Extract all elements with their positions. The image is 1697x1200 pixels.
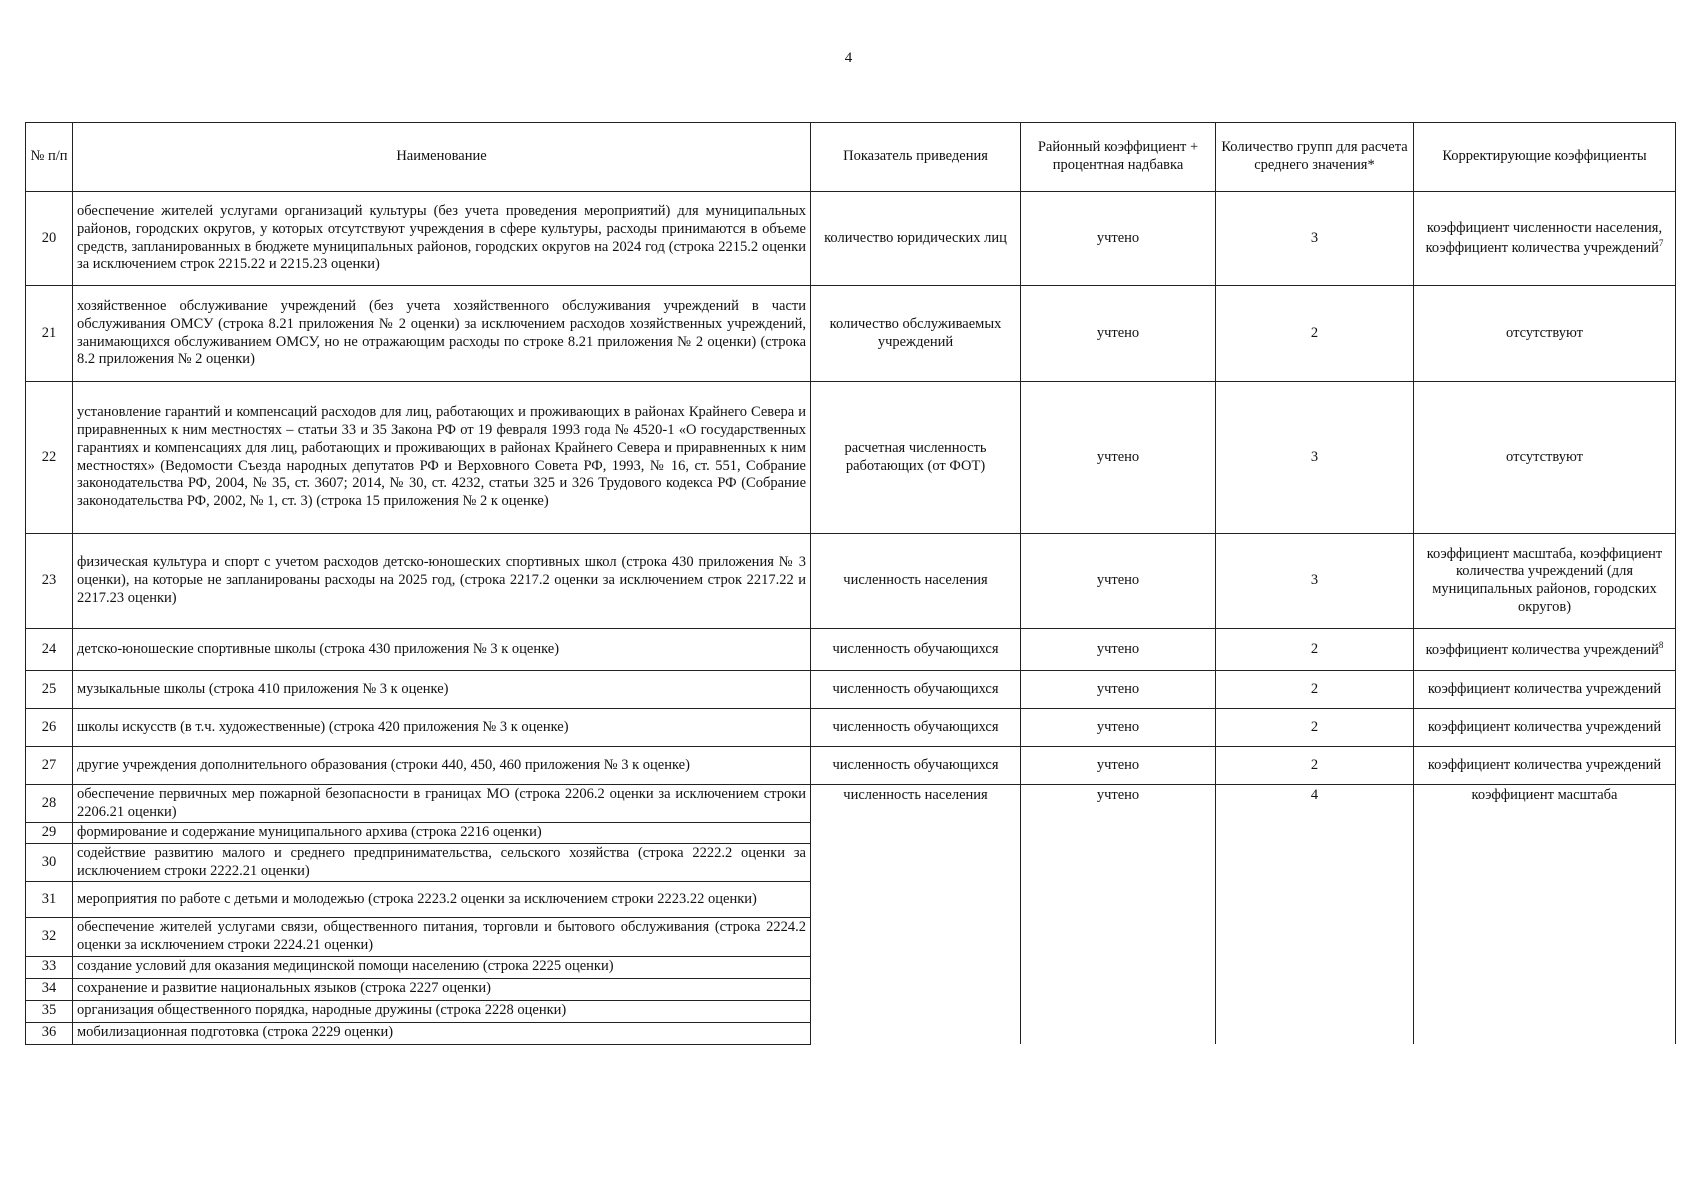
row-regional: учтено: [1021, 671, 1216, 709]
row-groups: 3: [1216, 534, 1414, 629]
row-indicator: численность населения: [811, 534, 1021, 629]
page-number: 4: [844, 50, 853, 66]
row-correcting: [1414, 286, 1676, 382]
header-name: Наименование: [73, 123, 811, 192]
row-number: 25: [26, 671, 73, 709]
footnote-marker: 7: [1658, 237, 1664, 248]
row-correcting-text: отсутствуют: [1506, 324, 1583, 341]
row-groups: 2: [1216, 629, 1414, 671]
row-name: сохранение и развитие национальных языков (строка 2227 оценки): [73, 978, 811, 1000]
row-name: другие учреждения дополнительного образования (строки 440, 450, 460 приложения № 3 к оценке): [73, 747, 811, 785]
row-regional: учтено: [1021, 382, 1216, 534]
row-correcting: [1414, 382, 1676, 534]
row-number: 30: [26, 844, 73, 882]
header-regional: Районный коэффициент + процентная надбавка: [1021, 123, 1216, 192]
row-correcting-text: коэффициент количества учреждений: [1425, 641, 1659, 658]
row-correcting-text: отсутствуют: [1506, 448, 1583, 465]
row-name: содействие развитию малого и среднего предпринимательства, сельского хозяйства (строка 2222.2 оценки за исключением строки 2222.21 оценки): [73, 844, 811, 882]
row-number: 22: [26, 382, 73, 534]
table-row: [26, 286, 1676, 382]
group-indicator: численность населения: [811, 785, 1021, 1045]
row-correcting: [1414, 629, 1676, 671]
row-name: создание условий для оказания медицинской помощи населению (строка 2225 оценки): [73, 956, 811, 978]
row-groups: 3: [1216, 382, 1414, 534]
row-name: установление гарантий и компенсаций расходов для лиц, работающих и проживающих в районах Крайнего Севера и приравненных к ним местностях – статьи 33 и 35 Закона РФ от 19 февраля 1993 года № 4520-1 «О государственных гарантиях и компенсациях для лиц, работающих и проживающих в районах Крайнего Севера и приравненных к ним местностях» (Ведомости Съезда народных депутатов РФ и Верховного Совета РФ, 1993, № 16, ст. 551, Собрание законодательства РФ, 2004, № 35, ст. 3607; 2014, № 30, ст. 4232, статьи 325 и 326 Трудового кодекса РФ (Собрание законодательства РФ, 2002, № 1, ст. 3) (строка 15 приложения № 2 к оценке): [73, 382, 811, 534]
row-name: обеспечение жителей услугами организаций культуры (без учета проведения мероприятий) для муниципальных районов, городских округов, у которых отсутствуют учреждения в сфере культуры, расходы принимаются в объеме средств, запланированных в бюджете муниципальных районов, городских округов на 2024 год (строка 2215.2 оценки за исключением строк 2215.22 и 2215.23 оценки): [73, 192, 811, 286]
row-groups: 2: [1216, 286, 1414, 382]
row-correcting: [1414, 671, 1676, 709]
row-name: музыкальные школы (строка 410 приложения № 3 к оценке): [73, 671, 811, 709]
row-indicator: численность обучающихся: [811, 709, 1021, 747]
row-name: мобилизационная подготовка (строка 2229 оценки): [73, 1022, 811, 1044]
row-correcting-text: коэффициент количества учреждений: [1427, 756, 1662, 773]
row-groups: 3: [1216, 192, 1414, 286]
group-groups: 4: [1216, 785, 1414, 1045]
row-correcting-text: коэффициент численности населения, коэффициент количества учреждений: [1425, 219, 1663, 256]
row-number: 32: [26, 918, 73, 956]
header-indicator: Показатель приведения: [811, 123, 1021, 192]
row-number: 31: [26, 882, 73, 918]
table-row: [26, 785, 1676, 823]
row-regional: учтено: [1021, 286, 1216, 382]
table-row: [26, 382, 1676, 534]
row-number: 33: [26, 956, 73, 978]
row-name: детско-юношеские спортивные школы (строка 430 приложения № 3 к оценке): [73, 629, 811, 671]
row-number: 29: [26, 823, 73, 844]
table-row: [26, 747, 1676, 785]
row-groups: 2: [1216, 671, 1414, 709]
row-name: физическая культура и спорт с учетом расходов детско-юношеских спортивных школ (строка 430 приложения № 3 оценки), на которые не запланированы расходы на 2025 год, (строка 2217.2 оценки за исключением строк 2217.22 и 2217.23 оценки): [73, 534, 811, 629]
header-correcting: Корректирующие коэффициенты: [1414, 123, 1676, 192]
row-name: обеспечение первичных мер пожарной безопасности в границах МО (строка 2206.2 оценки за исключением строки 2206.21 оценки): [73, 785, 811, 823]
group-correcting: коэффициент масштаба: [1414, 785, 1676, 1045]
row-indicator: количество юридических лиц: [811, 192, 1021, 286]
row-name: организация общественного порядка, народные дружины (строка 2228 оценки): [73, 1000, 811, 1022]
row-groups: 2: [1216, 747, 1414, 785]
row-correcting-text: коэффициент масштаба, коэффициент количества учреждений (для муниципальных районов, городских округов): [1426, 545, 1663, 615]
row-name: обеспечение жителей услугами связи, общественного питания, торговли и бытового обслуживания (строка 2224.2 оценки за исключением строки 2224.21 оценки): [73, 918, 811, 956]
row-number: 26: [26, 709, 73, 747]
row-name: формирование и содержание муниципального архива (строка 2216 оценки): [73, 823, 811, 844]
row-correcting: [1414, 534, 1676, 629]
row-indicator: численность обучающихся: [811, 747, 1021, 785]
table-row: [26, 629, 1676, 671]
table-row: [26, 709, 1676, 747]
row-regional: учтено: [1021, 192, 1216, 286]
table-row: [26, 534, 1676, 629]
row-number: 23: [26, 534, 73, 629]
table-row: [26, 192, 1676, 286]
row-correcting: [1414, 192, 1676, 286]
footnote-marker: 8: [1658, 639, 1664, 650]
row-correcting: [1414, 709, 1676, 747]
header-num: № п/п: [26, 123, 73, 192]
row-indicator: расчетная численность работающих (от ФОТ): [811, 382, 1021, 534]
row-number: 28: [26, 785, 73, 823]
row-name: мероприятия по работе с детьми и молодежью (строка 2223.2 оценки за исключением строки 2223.22 оценки): [73, 882, 811, 918]
row-number: 27: [26, 747, 73, 785]
row-regional: учтено: [1021, 534, 1216, 629]
row-regional: учтено: [1021, 747, 1216, 785]
row-number: 36: [26, 1022, 73, 1044]
row-regional: учтено: [1021, 709, 1216, 747]
table-row: [26, 671, 1676, 709]
table-header-row: [26, 123, 1676, 192]
row-number: 34: [26, 978, 73, 1000]
row-name: хозяйственное обслуживание учреждений (без учета хозяйственного обслуживания учреждений в части обслуживания ОМСУ (строка 8.21 приложения № 2 оценки) за исключением расходов хозяйственных учреждений, занимающихся обслуживанием ОМСУ, но не отражающим расходы по строке 8.21 приложения № 2 оценки) (строка 8.2 приложения № 2 оценки): [73, 286, 811, 382]
row-groups: 2: [1216, 709, 1414, 747]
row-number: 20: [26, 192, 73, 286]
row-number: 35: [26, 1000, 73, 1022]
row-correcting-text: коэффициент количества учреждений: [1427, 680, 1662, 697]
row-name: школы искусств (в т.ч. художественные) (строка 420 приложения № 3 к оценке): [73, 709, 811, 747]
row-correcting: [1414, 747, 1676, 785]
header-groups: Количество групп для расчета среднего значения*: [1216, 123, 1414, 192]
coefficients-table: [25, 122, 1676, 1045]
group-regional: учтено: [1021, 785, 1216, 1045]
row-correcting-text: коэффициент количества учреждений: [1427, 718, 1662, 735]
row-indicator: количество обслуживаемых учреждений: [811, 286, 1021, 382]
row-indicator: численность обучающихся: [811, 629, 1021, 671]
row-indicator: численность обучающихся: [811, 671, 1021, 709]
row-number: 24: [26, 629, 73, 671]
row-number: 21: [26, 286, 73, 382]
row-regional: учтено: [1021, 629, 1216, 671]
